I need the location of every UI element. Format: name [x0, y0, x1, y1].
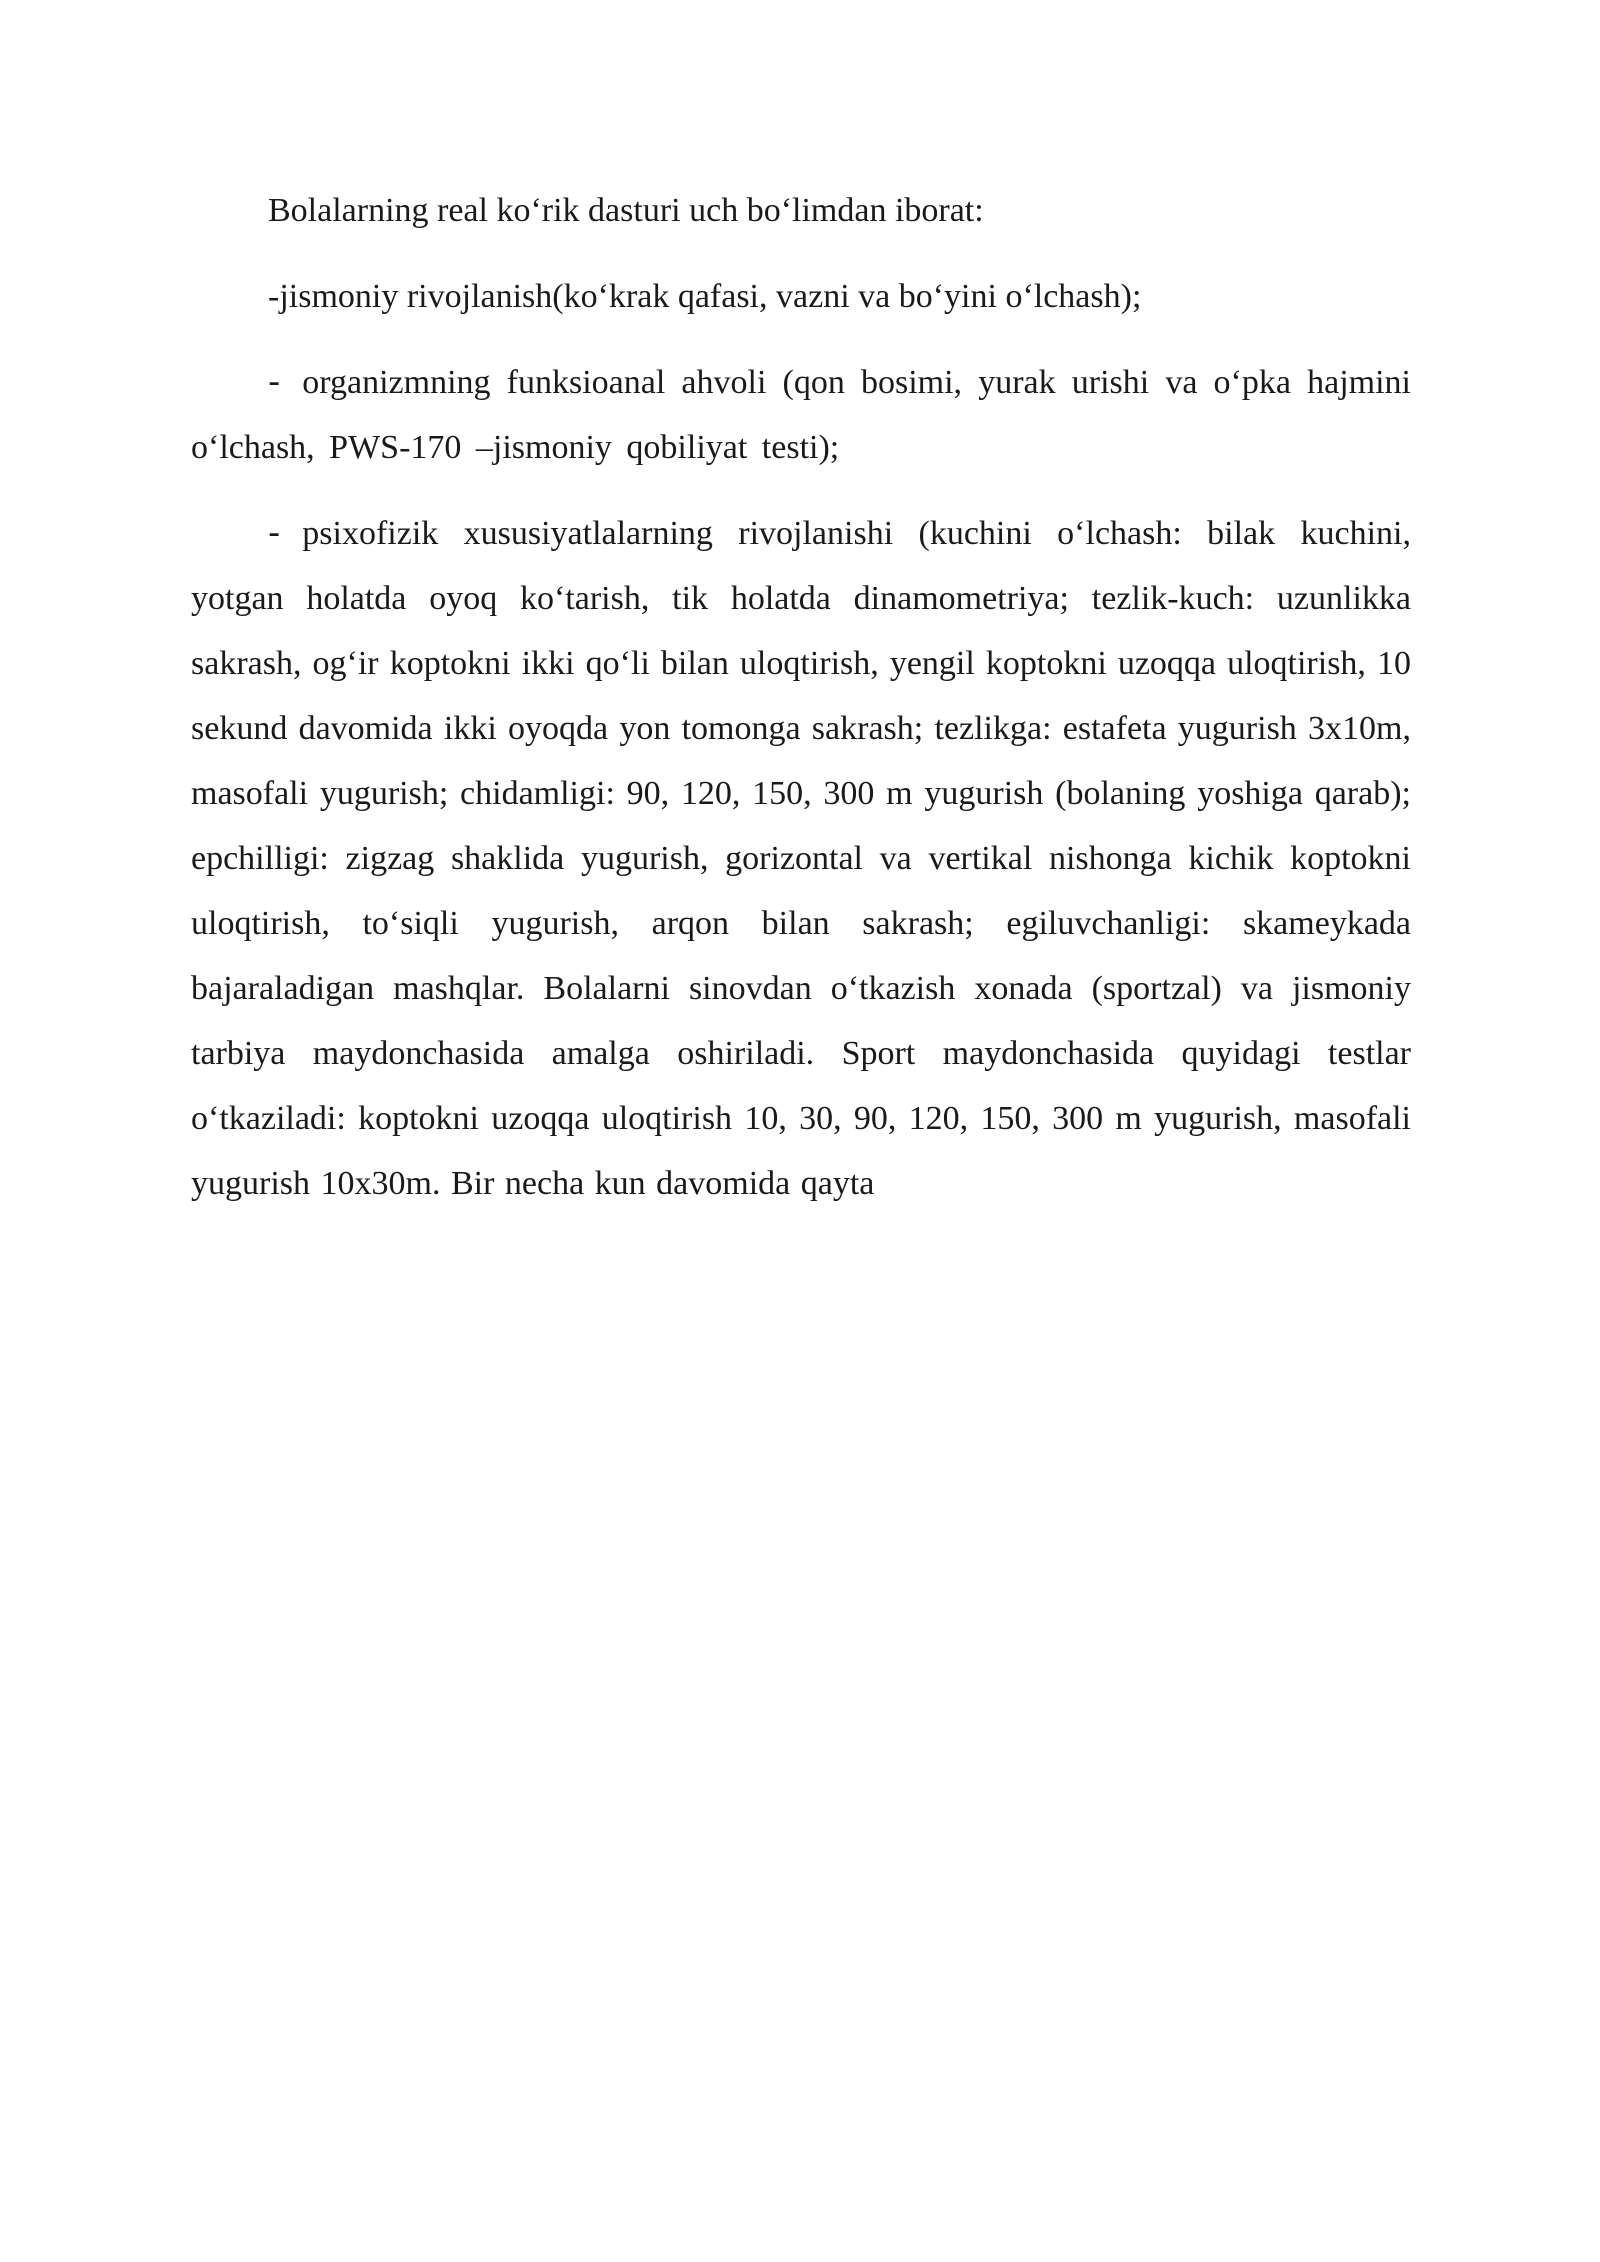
list-item-psychophysical — [191, 501, 1411, 1216]
list-item-functional-state-text: organizmning funksioanal ahvoli (qon bosimi, yurak urishi va o‘pka hajmini o‘lchash, PWS-170 –jismoniy qobiliyat testi); — [191, 364, 1411, 466]
document-body — [191, 178, 1411, 1237]
list-item-functional-state — [191, 350, 1411, 480]
list-item-physical-development: -jismoniy rivojlanish(ko‘krak qafasi, vazni va bo‘yini o‘lchash); — [268, 278, 1142, 315]
dash-bullet: - — [268, 362, 281, 402]
list-item-psychophysical-text: psixofizik xususiyatlalarning rivojlanishi (kuchini o‘lchash: bilak kuchini, yotgan holatda oyoq ko‘tarish, tik holatda dinamometriya; tezlik-kuch: uzunlikka sakrash, og‘ir koptokni ikki qo‘li bilan uloqtirish, yengil koptokni uzoqqa uloqtirish, 10 sekund davomida ikki oyoqda yon tomonga sakrash; tezlikga: estafeta yugurish 3x10m, masofali yugurish; chidamligi: 90, 120, 150, 300 m yugurish (bolaning yoshiga qarab); epchilligi: zigzag shaklida yugurish, gorizontal va vertikal nishonga kichik koptokni uloqtirish, to‘siqli yugurish, arqon bilan sakrash; egiluvchanligi: skameykada bajaraladigan mashqlar. Bolalarni sinovdan o‘tkazish xonada (sportzal) va jismoniy tarbiya maydonchasida amalga oshiriladi. Sport maydonchasida quyidagi testlar o‘tkaziladi: koptokni uzoqqa uloqtirish 10, 30, 90, 120, 150, 300 m yugurish, masofali yugurish 10x30m. Bir necha kun davomida qayta — [191, 515, 1411, 1202]
dash-bullet: - — [268, 513, 281, 553]
intro-paragraph: Bolalarning real ko‘rik dasturi uch bo‘limdan iborat: — [268, 192, 984, 229]
